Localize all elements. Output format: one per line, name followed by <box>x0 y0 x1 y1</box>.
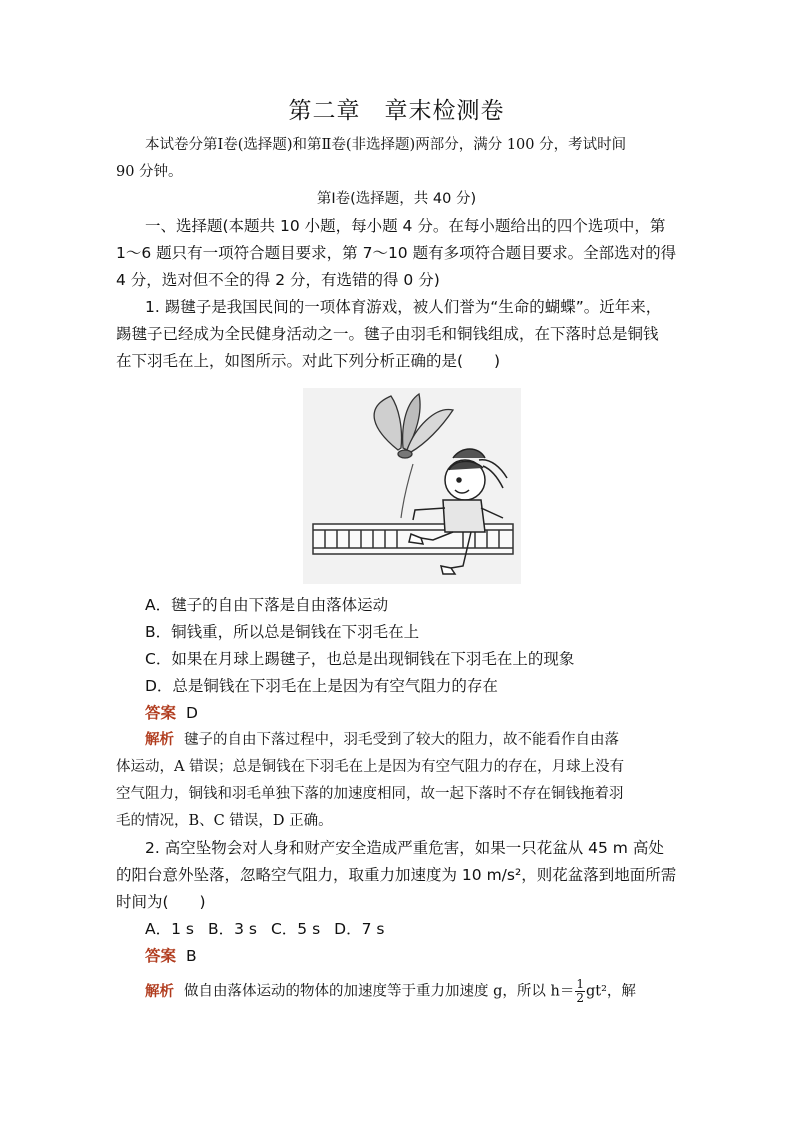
instructions-line-2: 1～6 题只有一项符合题目要求，第 7～10 题有多项符合题目要求。全部选对的得 <box>116 244 677 262</box>
q1-stem-line-1: 1. 踢毽子是我国民间的一项体育游戏，被人们誉为“生命的蝴蝶”。近年来， <box>145 298 662 316</box>
q2-analysis-line-1 <box>145 978 680 1006</box>
q2-fraction-numerator: 1 <box>576 977 584 991</box>
q2-answer-value: B <box>186 947 197 965</box>
q2-fraction-denominator: 2 <box>576 991 584 1005</box>
q1-option-d: D．总是铜钱在下羽毛在上是因为有空气阻力的存在 <box>145 677 498 695</box>
q1-analysis-line-4: 毛的情况，B、C 错误，D 正确。 <box>116 813 333 829</box>
q2-option-d: D．7 s <box>334 920 385 938</box>
q1-answer-row <box>145 700 680 727</box>
exam-intro-line-2: 90 分钟。 <box>116 164 183 180</box>
q2-fraction <box>575 978 585 1005</box>
q1-answer-label: 答案 <box>145 704 177 722</box>
q2-stem-line-3: 时间为( ) <box>116 893 206 911</box>
q1-option-c: C．如果在月球上踢毽子，也总是出现铜钱在下羽毛在上的现象 <box>145 650 575 668</box>
q2-option-c: C．5 s <box>270 920 321 938</box>
instructions-line-3: 4 分，选对但不全的得 2 分，有选错的得 0 分) <box>116 271 440 289</box>
q1-option-b: B．铜钱重，所以总是铜钱在下羽毛在上 <box>145 623 420 641</box>
exam-intro-line-1: 本试卷分第Ⅰ卷(选择题)和第Ⅱ卷(非选择题)两部分，满分 100 分，考试时间 <box>145 137 627 153</box>
q2-option-a: A．1 s <box>145 920 194 938</box>
q2-analysis-label: 解析 <box>145 983 174 1000</box>
q1-analysis-line-3: 空气阻力，铜钱和羽毛单独下落的加速度相同，故一起下落时不存在铜钱拖着羽 <box>116 786 624 802</box>
q1-stem-line-2: 踢毽子已经成为全民健身活动之一。毽子由羽毛和铜钱组成，在下落时总是铜钱 <box>116 325 659 343</box>
q2-stem-line-1: 2. 高空坠物会对人身和财产安全造成严重危害，如果一只花盆从 45 m 高处 <box>145 839 664 857</box>
section-heading: 第Ⅰ卷(选择题，共 40 分) <box>316 191 477 207</box>
q1-analysis-line-2: 体运动，A 错误；总是铜钱在下羽毛在上是因为有空气阻力的存在，月球上没有 <box>116 759 625 775</box>
q1-answer-value: D <box>186 704 198 722</box>
page-title: 第二章 章末检测卷 <box>288 98 505 124</box>
q1-stem-line-3: 在下羽毛在上，如图所示。对此下列分析正确的是( ) <box>116 352 501 370</box>
instructions-line-1: 一、选择题(本题共 10 小题，每小题 4 分。在每小题给出的四个选项中，第 <box>145 217 666 235</box>
q2-option-b: B．3 s <box>207 920 257 938</box>
q2-stem-line-2: 的阳台意外坠落，忽略空气阻力，取重力加速度为 10 m/s²，则花盆落到地面所需 <box>116 866 677 884</box>
shuttlecock-illustration <box>303 388 521 584</box>
q2-analysis-tail: gt²，解 <box>585 983 636 1000</box>
q1-analysis-label: 解析 <box>145 732 174 748</box>
q1-analysis-text-1: 毽子的自由下落过程中，羽毛受到了较大的阻力，故不能看作自由落 <box>184 732 619 748</box>
q2-answer-row <box>145 943 680 970</box>
q1-option-a: A．毽子的自由下落是自由落体运动 <box>145 596 389 614</box>
q2-analysis-text: 做自由落体运动的物体的加速度等于重力加速度 g，所以 h＝ <box>184 983 575 1000</box>
q2-options-row <box>145 916 680 943</box>
q2-answer-label: 答案 <box>145 947 177 965</box>
q1-analysis-line-1 <box>145 727 680 754</box>
